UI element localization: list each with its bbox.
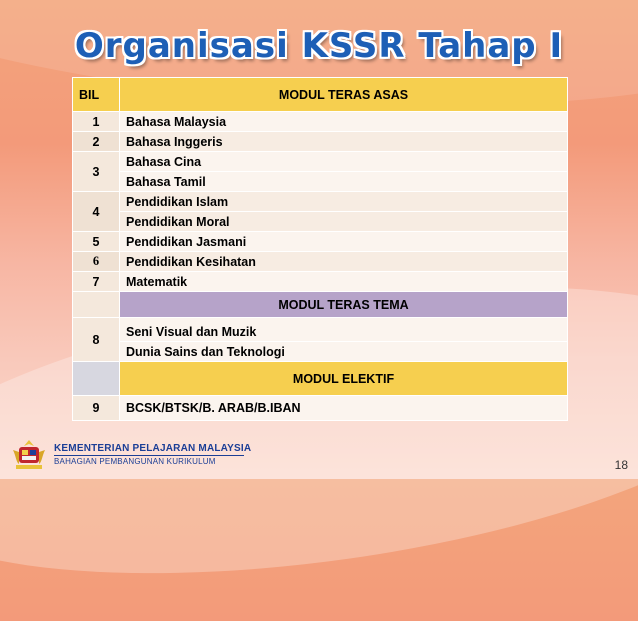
row-bil: 4 <box>73 192 120 232</box>
row-subject: Bahasa Cina <box>120 152 568 172</box>
row-subject: Bahasa Inggeris <box>120 132 568 152</box>
table-row <box>73 342 568 362</box>
row-bil: 5 <box>73 232 120 252</box>
table-row <box>73 172 568 192</box>
table-row <box>73 192 568 212</box>
col-header-bil: BIL <box>73 78 120 112</box>
header-modul-teras-tema: MODUL TERAS TEMA <box>120 292 568 318</box>
row-bil: 8 <box>73 318 120 362</box>
row-bil: 6 <box>73 252 120 272</box>
row-subject: Dunia Sains dan Teknologi <box>120 342 568 362</box>
table-row <box>73 396 568 421</box>
row-bil: 9 <box>73 396 120 421</box>
header-modul-teras-asas: MODUL TERAS ASAS <box>120 78 568 112</box>
row-subject: Pendidikan Kesihatan <box>120 252 568 272</box>
header-row-tema <box>73 292 568 318</box>
row-subject: Bahasa Malaysia <box>120 112 568 132</box>
row-bil: 1 <box>73 112 120 132</box>
slide-title: Organisasi KSSR Tahap I <box>74 26 564 66</box>
kssr-table <box>72 77 568 421</box>
table-row <box>73 232 568 252</box>
page-number: 18 <box>614 458 628 472</box>
header-row-elektif <box>73 362 568 396</box>
table-row <box>73 112 568 132</box>
footer-divider <box>54 455 244 456</box>
row-subject: Pendidikan Moral <box>120 212 568 232</box>
row-subject: Pendidikan Jasmani <box>120 232 568 252</box>
table-row <box>73 212 568 232</box>
division-name: BAHAGIAN PEMBANGUNAN KURIKULUM <box>54 457 216 466</box>
table-row <box>73 272 568 292</box>
header-row-asas <box>73 78 568 112</box>
row-bil: 3 <box>73 152 120 192</box>
row-bil: 7 <box>73 272 120 292</box>
empty-bil-cell <box>73 292 120 318</box>
table-row <box>73 152 568 172</box>
row-subject: Seni Visual dan Muzik <box>120 318 568 342</box>
table-row <box>73 252 568 272</box>
table-row <box>73 318 568 342</box>
row-subject: BCSK/BTSK/B. ARAB/B.IBAN <box>120 396 568 421</box>
row-subject: Bahasa Tamil <box>120 172 568 192</box>
row-subject: Pendidikan Islam <box>120 192 568 212</box>
empty-bil-cell <box>73 362 120 396</box>
table-row <box>73 132 568 152</box>
row-bil: 2 <box>73 132 120 152</box>
header-modul-elektif: MODUL ELEKTIF <box>120 362 568 396</box>
ministry-crest-icon <box>10 438 48 472</box>
ministry-name: KEMENTERIAN PELAJARAN MALAYSIA <box>54 443 252 454</box>
row-subject: Matematik <box>120 272 568 292</box>
